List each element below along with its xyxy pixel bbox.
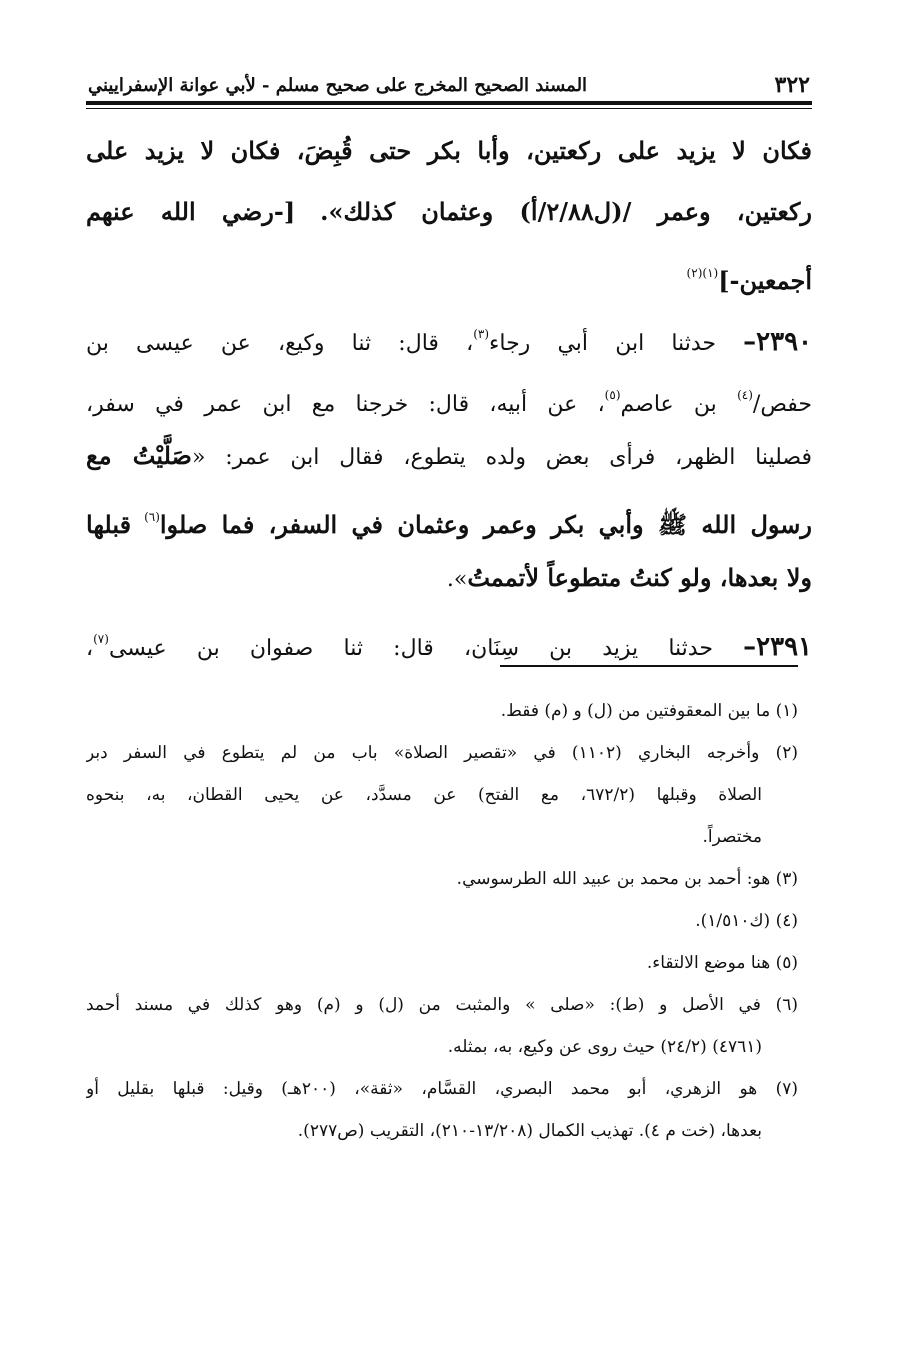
- quoted-text: ولا بعدها، ولو كنتُ متطوعاً لأتممتُ: [467, 563, 812, 592]
- page-header: [88, 70, 810, 100]
- header-rule-thick: [86, 101, 812, 105]
- isnad-text: ، قال: ثنا وكيع، عن عيسى بن: [86, 331, 474, 356]
- footnote-4: (٤) (ك١/٥١٠).: [695, 911, 798, 931]
- footnote-5: (٥) هنا موضع الالتقاء.: [646, 953, 798, 973]
- footnote-1: (١) ما بين المعقوفتين من (ل) و (م) فقط.: [500, 701, 798, 721]
- footnote-7-cont: بعدها، (خت م ٤). تهذيب الكمال (١٣/٢٠٨-٢١٠)، التقريب (ص٢٧٧).: [297, 1121, 762, 1141]
- text-line: [86, 183, 812, 244]
- page-number: ٣٢٢: [774, 72, 810, 98]
- footnote-ref: (٥): [604, 388, 621, 402]
- footnote-2: (٢) وأخرجه البخاري (١١٠٢) في «تقصير الصلاة» باب من لم يتطوع في السفر دبر: [86, 743, 798, 763]
- footnote-ref: (٧): [93, 632, 109, 646]
- isnad-text: بن عاصم: [620, 392, 717, 417]
- isnad-text: فصلينا الظهر، فرأى بعض ولده يتطوع، فقال ابن عمر: «: [191, 445, 812, 470]
- running-title: المسند الصحيح المخرج على صحيح مسلم - لأبي عوانة الإسفراييني: [88, 74, 588, 96]
- text-line: [86, 549, 812, 610]
- footnote-2-cont: مختصراً.: [702, 827, 762, 847]
- quoted-text: قبلها: [86, 510, 132, 539]
- isnad-text: ، عن أبيه، قال: خرجنا مع ابن عمر في سفر،: [86, 392, 605, 417]
- quoted-text: صَلَّيْتُ مع: [86, 441, 192, 470]
- text-line: [86, 488, 812, 549]
- footnote-6-cont: (٤٧٦١) (٢٤/٢) حيث روى عن وكيع، به، بمثله.: [447, 1037, 762, 1057]
- footnote-separator: [500, 665, 798, 667]
- footnote-7: (٧) هو الزهري، أبو محمد البصري، القسَّام، «ثقة»، (٢٠٠هـ) وقيل: قبلها بقليل أو: [86, 1079, 798, 1099]
- footnote-ref: (٦): [144, 510, 160, 524]
- isnad-text: ،: [86, 636, 94, 661]
- bracketed-insert: أجمعين-]: [718, 266, 812, 295]
- footnote-6: (٦) في الأصل و (ط): «صلى » والمثبت من (ل) و (م) وهو كذلك في مسند أحمد: [86, 995, 798, 1015]
- hadith-number: ٢٣٩٠–: [743, 327, 812, 357]
- main-text: [86, 122, 812, 671]
- text-line: [86, 366, 812, 427]
- quoted-text: فكان لا يزيد على ركعتين، وأبا بكر حتى قُبِضَ، فكان لا يزيد على: [86, 136, 812, 165]
- text-line: [86, 427, 812, 488]
- hadith-2391-line: [86, 610, 812, 671]
- isnad-text: حفص/: [752, 392, 812, 417]
- footnotes: [86, 690, 798, 1152]
- isnad-text: حدثنا ابن أبي رجاء: [489, 331, 716, 356]
- bracketed-insert: [-رضي الله عنهم: [86, 197, 296, 226]
- isnad-text: حدثنا يزيد بن سِنَان، قال: ثنا صفوان بن عيسى: [108, 636, 713, 661]
- header-rule-thin: [86, 108, 812, 109]
- hadith-number: ٢٣٩١–: [743, 632, 812, 662]
- text-line: [86, 244, 812, 305]
- hadith-2390-line: [86, 305, 812, 366]
- footnote-ref: (٤): [737, 388, 753, 402]
- text-line: [86, 122, 812, 183]
- footnote-2-cont: الصلاة وقبلها (٦٧٢/٢، مع الفتح) عن مسدَّد، عن يحيى القطان، به، بنحوه: [86, 785, 762, 805]
- footnote-ref: (١)(٢): [686, 266, 719, 280]
- closing-quote: ».: [446, 567, 468, 592]
- quoted-text: رسول الله ﷺ وأبي بكر وعمر وعثمان في السفر، فما صلوا: [159, 510, 812, 539]
- footnote-3: (٣) هو: أحمد بن محمد بن عبيد الله الطرسوسي.: [456, 869, 798, 889]
- quoted-text: ركعتين، وعمر /(ل٢/٨٨/أ) وعثمان كذلك».: [320, 197, 812, 226]
- footnote-ref: (٣): [473, 327, 490, 341]
